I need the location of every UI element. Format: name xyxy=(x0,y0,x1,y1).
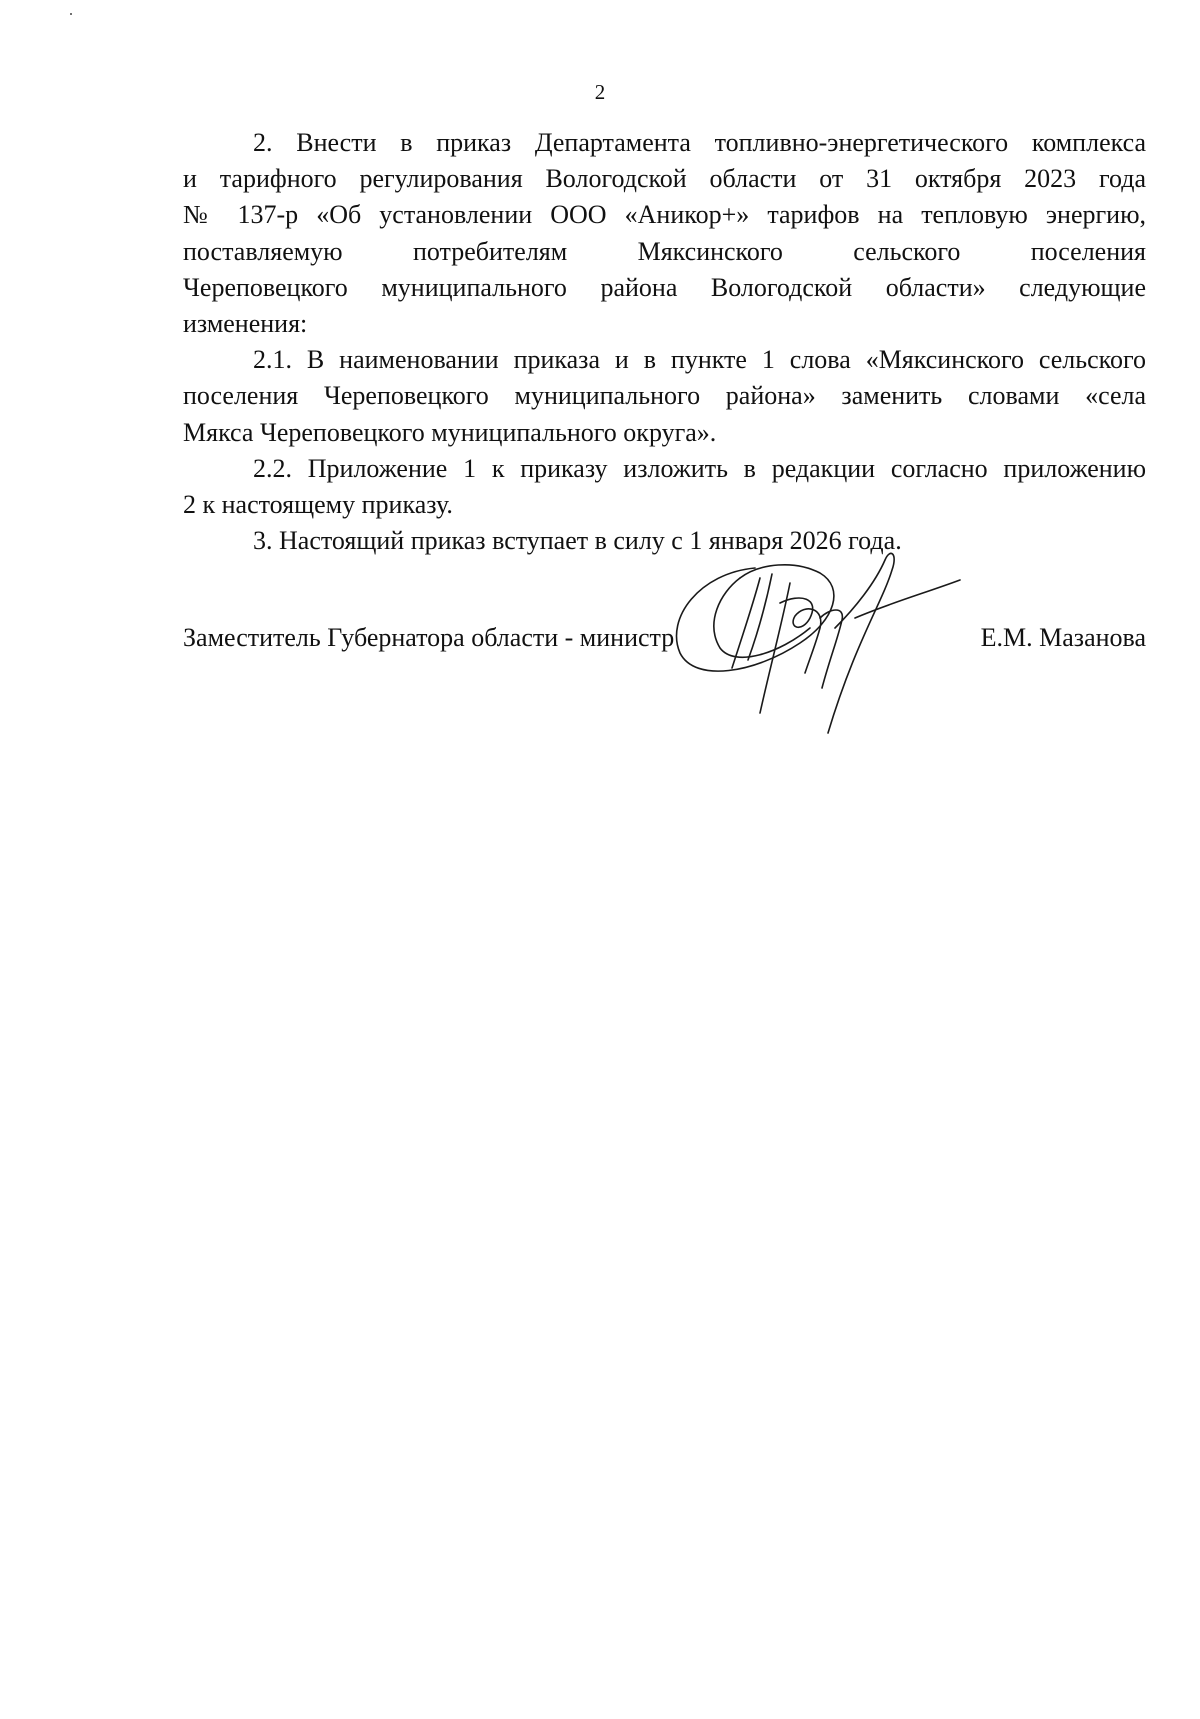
paragraph-line: Череповецкого муниципального района Вологодской области» следующие xyxy=(183,272,1146,302)
document-body xyxy=(183,125,1146,559)
paragraph-item-2-1 xyxy=(183,342,1146,451)
paragraph-line: 2. Внести в приказ Департамента топливно-энергетического комплекса xyxy=(253,128,1146,157)
scan-speck xyxy=(70,13,72,15)
paragraph-line: 2.2. Приложение 1 к приказу изложить в редакции согласно приложению xyxy=(253,453,1146,483)
paragraph-line: изменения: xyxy=(183,309,308,339)
paragraph-line: и тарифного регулирования Вологодской области от 31 октября 2023 года xyxy=(183,164,1146,194)
paragraph-line: Мякса Череповецкого муниципального округа». xyxy=(183,417,717,447)
page-number: 2 xyxy=(594,80,606,104)
paragraph-line: поставляемую потребителям Мяксинского сельского поселения xyxy=(183,236,1146,266)
paragraph-line: 2 к настоящему приказу. xyxy=(183,490,453,520)
paragraph-line: 2.1. В наименовании приказа и в пункте 1 слова «Мяксинского сельского xyxy=(253,345,1146,375)
signatory-position: Заместитель Губернатора области - министр xyxy=(183,623,675,652)
paragraph-line: поселения Череповецкого муниципального района» заменить словами «села xyxy=(183,381,1146,411)
signatory-name: Е.М. Мазанова xyxy=(980,623,1146,652)
paragraph-item-2-2 xyxy=(183,451,1146,523)
paragraph-item-2 xyxy=(183,125,1146,342)
paragraph-line: № 137-р «Об установлении ООО «Аникор+» тарифов на тепловую энергию, xyxy=(183,200,1146,230)
handwritten-signature xyxy=(660,548,980,738)
paragraph-line: 3. Настоящий приказ вступает в силу с 1 января 2026 года. xyxy=(253,526,902,556)
